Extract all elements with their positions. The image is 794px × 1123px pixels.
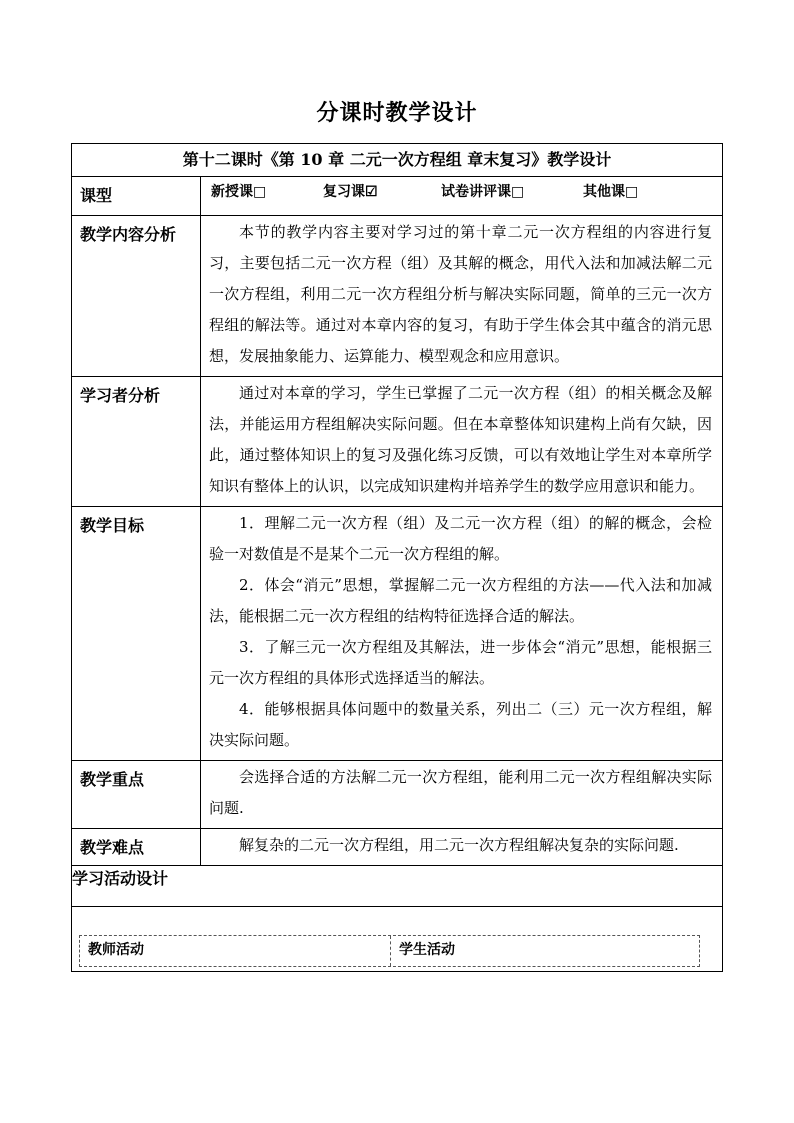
key-points-row bbox=[72, 761, 723, 829]
learner-analysis-text: 通过对本章的学习，学生已掌握了二元一次方程（组）的相关概念及解法，并能运用方程组解决实际问题。但在本章整体知识建构上尚有欠缺，因此，通过整体知识上的复习及强化练习反馈，可以有效地让学生对本章所学知识有整体上的认识，以完成知识建构并培养学生的数学应用意识和能力。 bbox=[209, 384, 712, 495]
difficulties-cell bbox=[201, 829, 723, 866]
teacher-activity-header: 教师活动 bbox=[80, 936, 391, 966]
option-new-lesson[interactable]: 新授课□ bbox=[211, 184, 267, 200]
key-points-cell bbox=[201, 761, 723, 829]
content-analysis-cell bbox=[201, 216, 723, 377]
objectives-cell bbox=[201, 507, 723, 761]
key-points-text: 会选择合适的方法解二元一次方程组，能利用二元一次方程组解决实际问题. bbox=[209, 768, 712, 817]
lesson-title: 第十二课时《第 10 章 二元一次方程组 章末复习》教学设计 bbox=[72, 144, 723, 177]
option-exam-review-lesson[interactable]: 试卷讲评课□ bbox=[441, 184, 525, 200]
page-title: 分课时教学设计 bbox=[316, 100, 478, 126]
activity-title-row bbox=[72, 866, 723, 907]
lesson-design-table bbox=[71, 143, 723, 972]
learner-analysis-cell bbox=[201, 377, 723, 507]
lesson-type-options bbox=[201, 177, 723, 216]
content-analysis-label: 教学内容分析 bbox=[72, 216, 201, 377]
objectives-row bbox=[72, 507, 723, 761]
option-other-lesson[interactable]: 其他课□ bbox=[583, 184, 639, 200]
objective-item: 1．理解二元一次方程（组）及二元一次方程（组）的解的概念，会检验一对数值是不是某个二元一次方程组的解。 bbox=[209, 514, 712, 563]
option-review-lesson[interactable]: 复习课☑ bbox=[323, 184, 378, 200]
lesson-type-label: 课型 bbox=[72, 177, 201, 216]
objective-item: 3．了解三元一次方程组及其解法，进一步体会“消元”思想，能根据三元一次方程组的具体形式选择适当的解法。 bbox=[209, 638, 712, 687]
lesson-type-row bbox=[72, 177, 723, 216]
difficulties-text: 解复杂的二元一次方程组，用二元一次方程组解决复杂的实际问题. bbox=[239, 836, 679, 854]
activity-box-row bbox=[72, 907, 723, 972]
content-analysis-row bbox=[72, 216, 723, 377]
activity-inner-table bbox=[79, 935, 700, 967]
content-analysis-text: 本节的教学内容主要对学习过的第十章二元一次方程组的内容进行复习，主要包括二元一次方程（组）及其解的概念，用代入法和加减法解二元一次方程组，利用二元一次方程组分析与解决实际同题，简单的三元一次方程组的解法等。通过对本章内容的复习，有助于学生体会其中蕴含的消元思想，发展抽象能力、运算能力、模型观念和应用意识。 bbox=[209, 223, 712, 365]
objectives-label: 教学目标 bbox=[72, 507, 201, 761]
difficulties-row bbox=[72, 829, 723, 866]
key-points-label: 教学重点 bbox=[72, 761, 201, 829]
student-activity-header: 学生活动 bbox=[399, 942, 455, 958]
learner-analysis-label: 学习者分析 bbox=[72, 377, 201, 507]
learner-analysis-row bbox=[72, 377, 723, 507]
objective-item: 4．能够根据具体问题中的数量关系，列出二（三）元一次方程组，解决实际问题。 bbox=[209, 700, 712, 749]
activity-title: 学习活动设计 bbox=[72, 866, 723, 907]
lesson-title-row bbox=[72, 144, 723, 177]
difficulties-label: 教学难点 bbox=[72, 829, 201, 866]
activity-box bbox=[72, 907, 723, 972]
objective-item: 2．体会“消元”思想，掌握解二元一次方程组的方法——代入法和加减法，能根据二元一次方程组的结构特征选择合适的解法。 bbox=[209, 576, 712, 625]
